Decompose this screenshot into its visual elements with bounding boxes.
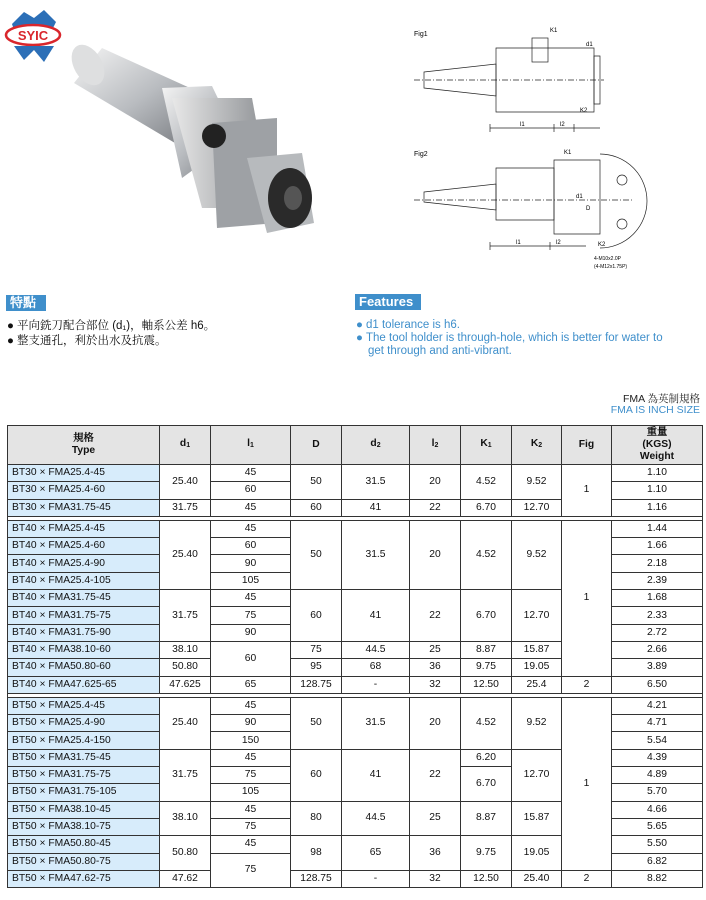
value-cell: 4.52 [461,465,512,500]
tool-holder-photo [62,28,352,258]
value-cell: 19.05 [512,659,562,676]
value-cell: 32 [410,676,461,693]
type-cell: BT50 × FMA31.75-105 [8,784,160,801]
value-cell: 4.52 [461,697,512,749]
feature-zh-1: ● 平向銑刀配合部位 (d₁)，軸系公差 h6。 [7,320,216,332]
col-l1-header: $l_1$ [211,426,291,465]
value-cell: 20 [410,697,461,749]
value-cell: 75 [211,853,291,888]
value-cell: 36 [410,836,461,871]
value-cell: 75 [291,641,342,658]
value-cell: 65 [211,676,291,693]
value-cell: 12.50 [461,870,512,887]
type-cell: BT50 × FMA50.80-45 [8,836,160,853]
type-cell: BT40 × FMA38.10-60 [8,641,160,658]
table-row [8,870,703,887]
type-cell: BT30 × FMA31.75-45 [8,499,160,516]
value-cell: 6.20 [461,749,512,766]
value-cell: 60 [291,499,342,516]
type-cell: BT50 × FMA31.75-75 [8,767,160,784]
table-row [8,465,703,482]
type-cell: BT40 × FMA31.75-75 [8,607,160,624]
value-cell: 1.10 [612,482,703,499]
value-cell: 25.40 [160,520,211,589]
value-cell: 44.5 [342,641,410,658]
value-cell: - [342,676,410,693]
value-cell: 8.87 [461,641,512,658]
value-cell: 12.70 [512,749,562,801]
value-cell: 22 [410,749,461,801]
value-cell: 4.39 [612,749,703,766]
value-cell: 75 [211,767,291,784]
value-cell: 32 [410,870,461,887]
value-cell: 2.33 [612,607,703,624]
value-cell: 25 [410,641,461,658]
value-cell: 38.10 [160,801,211,836]
svg-text:K1: K1 [564,150,572,156]
value-cell: 45 [211,520,291,537]
svg-text:l1: l1 [516,240,521,246]
value-cell: 1.44 [612,520,703,537]
value-cell: 60 [291,590,342,642]
value-cell: 31.75 [160,590,211,642]
value-cell: 2 [562,870,612,887]
svg-text:D: D [586,206,591,212]
value-cell: 12.70 [512,499,562,516]
value-cell: 9.75 [461,836,512,871]
type-cell: BT50 × FMA25.4-45 [8,697,160,714]
value-cell: 20 [410,465,461,500]
type-cell: BT40 × FMA25.4-60 [8,538,160,555]
value-cell: 65 [342,836,410,871]
value-cell: 60 [211,538,291,555]
svg-text:d1: d1 [576,194,583,200]
value-cell: 25.4 [512,676,562,693]
value-cell: 4.21 [612,697,703,714]
type-cell: BT40 × FMA25.4-105 [8,572,160,589]
value-cell: 2.66 [612,641,703,658]
value-cell: 47.625 [160,676,211,693]
value-cell: 95 [291,659,342,676]
size-note-zh: FMA 為英制規格 [622,393,700,405]
value-cell: 47.62 [160,870,211,887]
value-cell: 75 [211,818,291,835]
col-l2-header: $l_2$ [410,426,461,465]
type-cell: BT50 × FMA38.10-45 [8,801,160,818]
type-cell: BT50 × FMA25.4-90 [8,715,160,732]
value-cell: 60 [211,641,291,676]
value-cell: 1.16 [612,499,703,516]
value-cell: 41 [342,590,410,642]
value-cell: 45 [211,499,291,516]
value-cell: 50.80 [160,659,211,676]
value-cell: 60 [211,482,291,499]
value-cell: 90 [211,624,291,641]
svg-text:l2: l2 [556,240,561,246]
type-cell: BT30 × FMA25.4-45 [8,465,160,482]
value-cell: 5.65 [612,818,703,835]
value-cell: 38.10 [160,641,211,658]
logo-text: SYIC [17,28,49,43]
svg-text:(4-M12x1.75P): (4-M12x1.75P) [594,264,628,270]
value-cell: 45 [211,801,291,818]
value-cell: 60 [291,749,342,801]
features-en-title: Features [355,294,421,310]
syic-logo [4,4,62,66]
value-cell: 41 [342,749,410,801]
value-cell: 50.80 [160,836,211,871]
type-cell: BT40 × FMA25.4-90 [8,555,160,572]
value-cell: - [342,870,410,887]
value-cell: 31.75 [160,749,211,801]
value-cell: 31.5 [342,697,410,749]
type-cell: BT40 × FMA31.75-45 [8,590,160,607]
value-cell: 1.66 [612,538,703,555]
spec-table [7,425,703,888]
value-cell: 1.10 [612,465,703,482]
value-cell: 4.66 [612,801,703,818]
table-row [8,676,703,693]
value-cell: 9.52 [512,465,562,500]
value-cell: 4.52 [461,520,512,589]
value-cell: 90 [211,555,291,572]
value-cell: 22 [410,499,461,516]
value-cell: 15.87 [512,801,562,836]
value-cell: 45 [211,749,291,766]
value-cell: 45 [211,465,291,482]
value-cell: 1 [562,465,612,517]
value-cell: 19.05 [512,836,562,871]
svg-text:l2: l2 [560,122,565,128]
table-row [8,697,703,714]
col-k1-header: $K_1$ [461,426,512,465]
value-cell: 5.54 [612,732,703,749]
value-cell: 50 [291,697,342,749]
value-cell: 2.18 [612,555,703,572]
value-cell: 1 [562,697,612,870]
value-cell: 44.5 [342,801,410,836]
col-fig-header: Fig [562,426,612,465]
value-cell: 105 [211,572,291,589]
value-cell: 36 [410,659,461,676]
value-cell: 68 [342,659,410,676]
type-cell: BT40 × FMA50.80-60 [8,659,160,676]
table-header-row [8,426,703,465]
value-cell: 15.87 [512,641,562,658]
value-cell: 150 [211,732,291,749]
value-cell: 9.75 [461,659,512,676]
col-d2-header: $d_2$ [342,426,410,465]
value-cell: 12.50 [461,676,512,693]
value-cell: 2 [562,676,612,693]
feature-en-2: ● The tool holder is through-hole, which is better for water to [356,332,663,344]
value-cell: 5.50 [612,836,703,853]
col-weight-header: 重量 (KGS) Weight [612,426,703,465]
value-cell: 1 [562,520,612,676]
col-k2-header: $K_2$ [512,426,562,465]
value-cell: 20 [410,520,461,589]
value-cell: 31.5 [342,520,410,589]
value-cell: 50 [291,520,342,589]
col-D-header: D [291,426,342,465]
value-cell: 45 [211,697,291,714]
svg-text:l1: l1 [520,122,525,128]
value-cell: 90 [211,715,291,732]
value-cell: 25.40 [160,465,211,500]
value-cell: 31.75 [160,499,211,516]
value-cell: 25.40 [160,697,211,749]
value-cell: 2.72 [612,624,703,641]
col-type-header: 規格 Type [8,426,160,465]
value-cell: 41 [342,499,410,516]
dimension-drawings [404,20,704,282]
svg-text:4-M10x2.0P: 4-M10x2.0P [594,256,621,262]
type-cell: BT40 × FMA25.4-45 [8,520,160,537]
value-cell: 31.5 [342,465,410,500]
svg-text:K2: K2 [580,108,588,114]
value-cell: 80 [291,801,342,836]
value-cell: 128.75 [291,870,342,887]
value-cell: 98 [291,836,342,871]
value-cell: 6.82 [612,853,703,870]
size-note-en: FMA IS INCH SIZE [610,404,700,416]
value-cell: 3.89 [612,659,703,676]
col-d1-header: $d_1$ [160,426,211,465]
value-cell: 4.71 [612,715,703,732]
value-cell: 45 [211,836,291,853]
value-cell: 1.68 [612,590,703,607]
value-cell: 6.70 [461,590,512,642]
type-cell: BT30 × FMA25.4-60 [8,482,160,499]
value-cell: 6.50 [612,676,703,693]
feature-en-1: ● d1 tolerance is h6. [356,319,460,331]
feature-en-2-cont: get through and anti-vibrant. [368,345,512,357]
value-cell: 6.70 [461,499,512,516]
svg-text:K2: K2 [598,242,606,248]
fig2-label: Fig2 [414,151,428,158]
value-cell: 9.52 [512,520,562,589]
value-cell: 8.87 [461,801,512,836]
type-cell: BT50 × FMA50.80-75 [8,853,160,870]
table-row [8,520,703,537]
fig1-label: Fig1 [414,31,428,38]
type-cell: BT40 × FMA47.625-65 [8,676,160,693]
value-cell: 6.70 [461,767,512,802]
value-cell: 50 [291,465,342,500]
feature-zh-2: ● 整支通孔，利於出水及抗震。 [7,335,167,347]
value-cell: 25.40 [512,870,562,887]
type-cell: BT50 × FMA38.10-75 [8,818,160,835]
type-cell: BT40 × FMA31.75-90 [8,624,160,641]
value-cell: 8.82 [612,870,703,887]
type-cell: BT50 × FMA31.75-45 [8,749,160,766]
svg-text:K1: K1 [550,28,558,34]
value-cell: 105 [211,784,291,801]
value-cell: 75 [211,607,291,624]
value-cell: 25 [410,801,461,836]
value-cell: 2.39 [612,572,703,589]
value-cell: 45 [211,590,291,607]
value-cell: 128.75 [291,676,342,693]
value-cell: 5.70 [612,784,703,801]
value-cell: 4.89 [612,767,703,784]
value-cell: 12.70 [512,590,562,642]
type-cell: BT50 × FMA47.62-75 [8,870,160,887]
svg-text:d1: d1 [586,42,593,48]
type-cell: BT50 × FMA25.4-150 [8,732,160,749]
features-zh-title: 特點 [6,295,46,311]
value-cell: 22 [410,590,461,642]
value-cell: 9.52 [512,697,562,749]
